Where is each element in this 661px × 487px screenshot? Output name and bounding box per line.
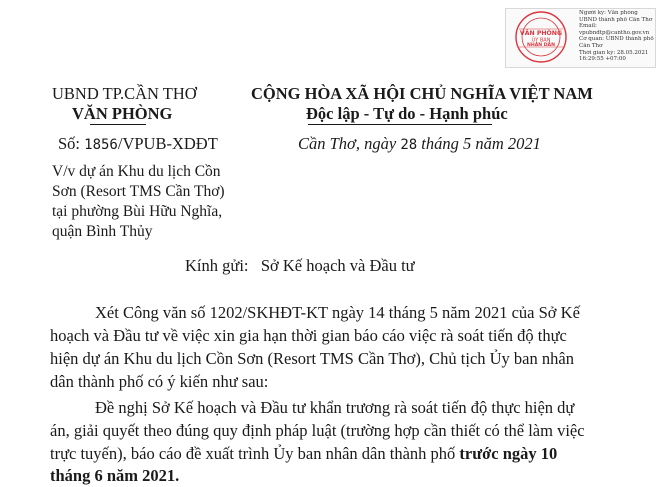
- number-value: 1856: [84, 137, 118, 153]
- signature-line: Người ký: Văn phòng: [579, 10, 638, 16]
- subject-block: [52, 162, 225, 242]
- paragraph-1-line: Xét Công văn số 1202/SKHĐT-KT ngày 14 tháng 5 năm 2021 của Sở Kế: [95, 303, 580, 322]
- paragraph-2-text: trực tuyến), báo cáo đề xuất trình Ủy ban nhân dân thành phố: [50, 444, 460, 463]
- number-suffix: /VPUB-XDĐT: [117, 134, 218, 153]
- date-suffix: tháng 5 năm 2021: [421, 134, 541, 153]
- paragraph-2-line: án, giải quyết theo đúng quy định pháp luật (trường hợp cần thiết có thể làm việc: [50, 421, 585, 440]
- stamp-text-3: NHÂN DÂN: [527, 43, 555, 48]
- signature-line: vpubndtp@cantho.gov.vn: [579, 29, 650, 36]
- signature-line: Email:: [579, 23, 597, 30]
- paragraph-1-line: dân thành phố có ý kiến như sau:: [50, 372, 269, 391]
- paragraph-2-line: [50, 444, 557, 464]
- signature-line: UBND thành phố Cần Thơ: [579, 16, 653, 23]
- nation-motto: Độc lập - Tự do - Hạnh phúc: [306, 104, 508, 123]
- paragraph-2-line: Đề nghị Sở Kế hoạch và Đầu tư khẩn trương rà soát tiến độ thực hiện dự: [95, 398, 575, 417]
- signature-line: Thời gian ký: 28.05.2021: [579, 49, 649, 56]
- document-date: [298, 134, 541, 154]
- deadline-date: tháng 6 năm 2021.: [50, 466, 180, 485]
- paragraph-1-line: hiện dự án Khu du lịch Cồn Sơn (Resort TMS Cần Thơ), Chủ tịch Ủy ban nhân: [50, 349, 574, 368]
- stamp-text-2: ỦY BAN: [531, 37, 551, 44]
- subject-line: quận Bình Thủy: [52, 223, 153, 240]
- subject-line: Sơn (Resort TMS Cần Thơ): [52, 183, 225, 200]
- org-department: VĂN PHÒNG: [72, 104, 173, 123]
- signature-line: 16:29:55 +07:00: [579, 56, 626, 63]
- nation-title: CỘNG HÒA XÃ HỘI CHỦ NGHĨA VIỆT NAM: [251, 84, 593, 103]
- org-underline: [90, 124, 146, 125]
- signature-line: Cần Thơ: [579, 42, 603, 49]
- document-number: [58, 134, 218, 154]
- subject-line: tại phường Bùi Hữu Nghĩa,: [52, 203, 223, 220]
- signature-details: [579, 10, 655, 63]
- motto-underline: [308, 124, 492, 125]
- date-day: 28: [400, 137, 418, 153]
- stamp-text-1: VĂN PHÒNG: [519, 30, 563, 37]
- org-name: UBND TP.CẦN THƠ: [52, 84, 197, 103]
- recipient-line: Kính gửi: Sở Kế hoạch và Đầu tư: [185, 256, 415, 275]
- red-stamp-seal: [507, 10, 575, 64]
- date-prefix: Cần Thơ, ngày: [298, 134, 397, 153]
- deadline-text: trước ngày 10: [459, 444, 558, 463]
- paragraph-1-line: hoạch và Đầu tư về việc xin gia hạn thời gian báo cáo việc rà soát tiến độ thực: [50, 326, 567, 345]
- signature-line: Cơ quan: UBND thành phố: [579, 36, 654, 43]
- subject-line: V/v dự án Khu du lịch Cồn: [52, 163, 221, 180]
- number-prefix: Số:: [58, 134, 81, 153]
